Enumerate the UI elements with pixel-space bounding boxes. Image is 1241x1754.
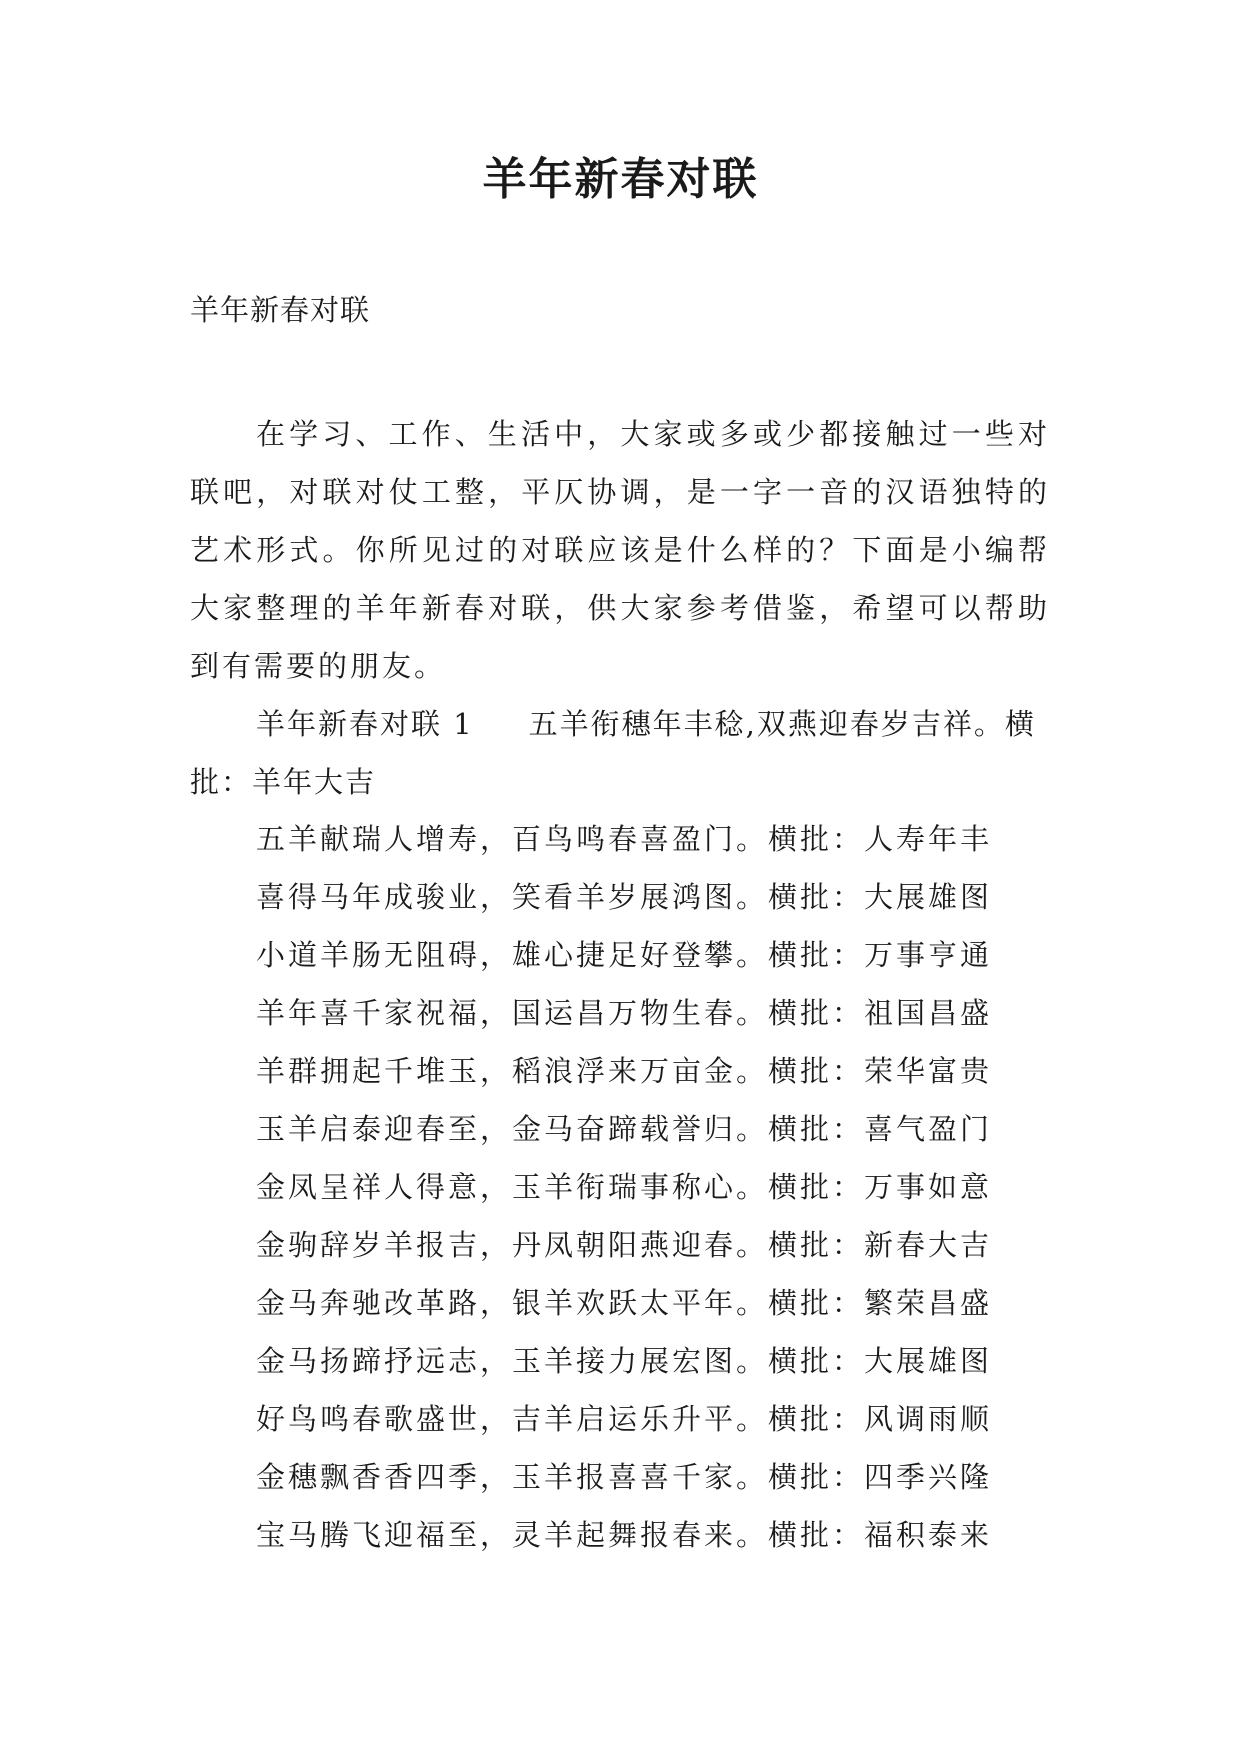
couplet-line: 金马奔驰改革路，银羊欢跃太平年。横批：繁荣昌盛	[256, 1286, 993, 1320]
intro-paragraph: 在学习、工作、生活中，大家或多或少都接触过一些对联吧，对联对仗工整，平仄协调，是一字一音的汉语独特的艺术形式。你所见过的对联应该是什么样的？下面是小编帮大家整理的羊年新春对联，供大家参考借鉴，希望可以帮助到有需要的朋友。	[190, 417, 1050, 683]
couplet-line: 五羊献瑞人增寿，百鸟鸣春喜盈门。横批：人寿年丰	[256, 822, 993, 856]
couplet-list	[256, 810, 1096, 1564]
couplet-line: 喜得马年成骏业，笑看羊岁展鸿图。横批：大展雄图	[256, 880, 993, 914]
couplet-line: 好鸟鸣春歌盛世，吉羊启运乐升平。横批：风调雨顺	[256, 1402, 993, 1436]
couplet-line: 金驹辞岁羊报吉，丹凤朝阳燕迎春。横批：新春大吉	[256, 1228, 993, 1262]
couplet-line: 羊群拥起千堆玉，稻浪浮来万亩金。横批：荣华富贵	[256, 1054, 993, 1088]
document-subtitle: 羊年新春对联	[190, 293, 371, 327]
couplet-line: 金穗飘香香四季，玉羊报喜喜千家。横批：四季兴隆	[256, 1460, 993, 1494]
couplet-line: 金马扬蹄抒远志，玉羊接力展宏图。横批：大展雄图	[256, 1344, 993, 1378]
first-couplet-text: 五羊衔穗年丰稔,双燕迎春岁吉祥。横批：羊年大吉	[190, 707, 1036, 799]
couplet-line: 玉羊启泰迎春至，金马奋蹄载誉归。横批：喜气盈门	[256, 1112, 993, 1146]
first-couplet-heading: 羊年新春对联 1	[256, 707, 474, 741]
couplet-line: 宝马腾飞迎福至，灵羊起舞报春来。横批：福积泰来	[256, 1518, 993, 1552]
couplet-line: 羊年喜千家祝福，国运昌万物生春。横批：祖国昌盛	[256, 996, 993, 1030]
document-title: 羊年新春对联	[482, 154, 759, 205]
first-couplet-paragraph	[190, 695, 1070, 811]
couplet-line: 小道羊肠无阻碍，雄心捷足好登攀。横批：万事亨通	[256, 938, 993, 972]
couplet-line: 金凤呈祥人得意，玉羊衔瑞事称心。横批：万事如意	[256, 1170, 993, 1204]
